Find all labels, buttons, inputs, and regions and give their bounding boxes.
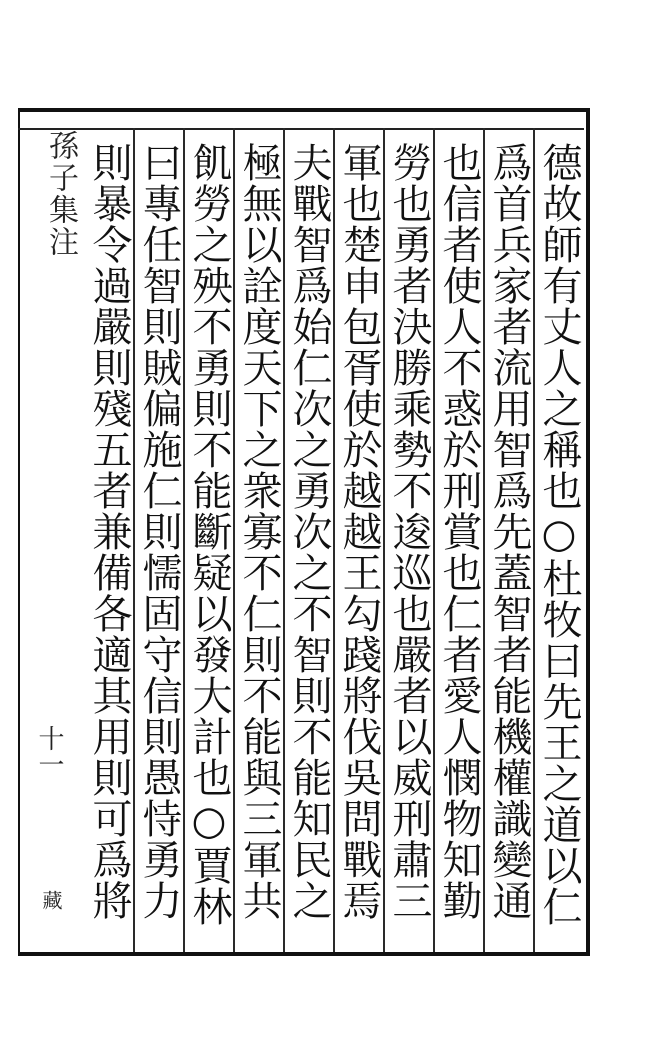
column-rule	[533, 128, 535, 952]
page-top-rule	[18, 128, 584, 130]
column-rule	[133, 128, 135, 952]
text-column-8: 飢勞之殃不勇則不能斷疑以發大計也○賈林	[186, 142, 232, 927]
text-column-1: 德故師有丈人之稱也○杜牧曰先王之道以仁	[536, 142, 582, 927]
column-rule	[483, 128, 485, 952]
collector-seal: 藏	[39, 890, 63, 910]
column-rule	[433, 128, 435, 952]
text-column-2: 爲首兵家者流用智爲先蓋智者能機權識變通	[486, 142, 532, 921]
column-rule	[283, 128, 285, 952]
column-rule	[183, 128, 185, 952]
gutter-title: 孫子集注	[43, 130, 78, 258]
gutter-page-number: 十一	[34, 725, 64, 777]
column-rule	[333, 128, 335, 952]
text-column-5: 軍也楚申包胥使於越越王勾踐將伐吳問戰焉	[336, 142, 382, 921]
text-column-9: 曰專任智則賊偏施仁則懦固守信則愚恃勇力	[136, 142, 182, 921]
text-column-4: 勞也勇者決勝乘勢不逡巡也嚴者以威刑肅三	[386, 142, 432, 921]
column-rule	[233, 128, 235, 952]
text-column-7: 極無以詮度天下之衆寡不仁則不能與三軍共	[236, 142, 282, 921]
text-column-10: 則暴令過嚴則殘五者兼備各適其用則可爲將	[86, 142, 132, 921]
column-rule	[383, 128, 385, 952]
text-column-6: 夫戰智爲始仁次之勇次之不智則不能知民之	[286, 142, 332, 921]
text-column-3: 也信者使人不惑於刑賞也仁者愛人憫物知勤	[436, 142, 482, 921]
